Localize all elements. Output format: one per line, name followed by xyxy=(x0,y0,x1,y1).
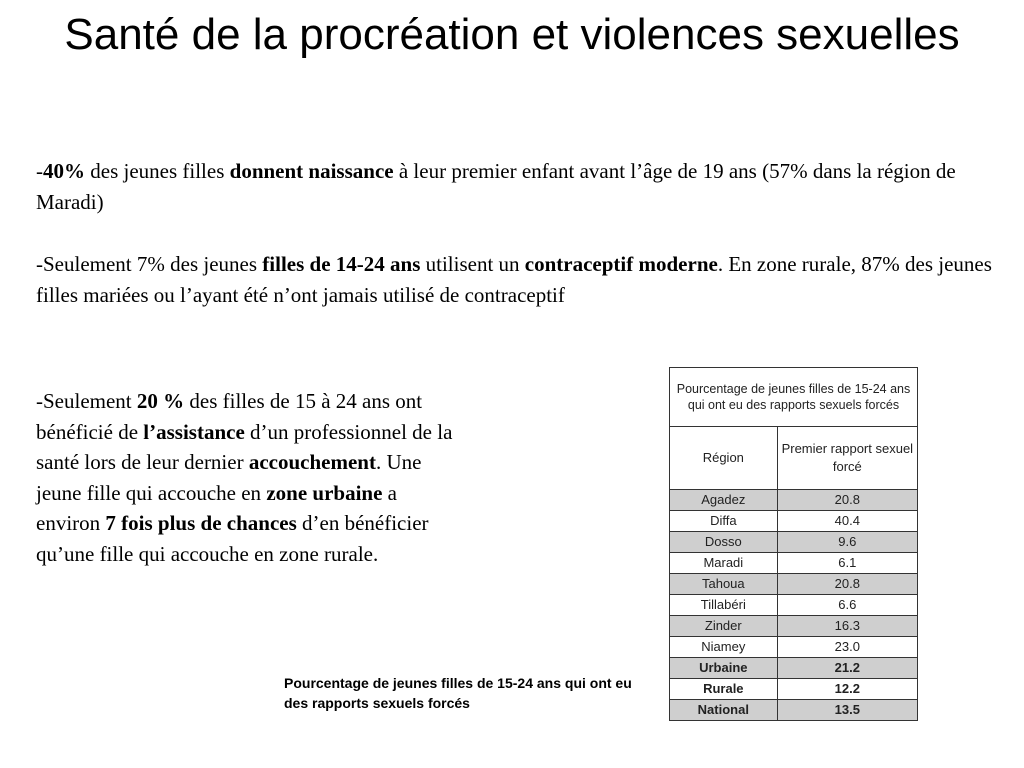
region-cell: National xyxy=(670,700,778,721)
text-span: à leur premier enfant avant l’âge de 19 ans (57% dans la région de Maradi) xyxy=(36,159,956,214)
text-span: -Seulement 7% des jeunes xyxy=(36,252,263,276)
table-caption-row xyxy=(670,368,918,427)
text-span: utilisent un xyxy=(420,252,525,276)
bold-span: l’assistance xyxy=(143,419,245,444)
bold-span: filles de 14-24 ans xyxy=(262,252,421,276)
region-cell: Tahoua xyxy=(670,574,778,595)
bold-span: zone urbaine xyxy=(266,480,383,505)
value-cell: 6.1 xyxy=(777,553,917,574)
value-cell: 20.8 xyxy=(777,574,917,595)
value-cell: 12.2 xyxy=(777,679,917,700)
paragraph-assisted-delivery xyxy=(36,386,466,570)
table-row xyxy=(670,511,918,532)
table-row xyxy=(670,637,918,658)
text-span: d’en bénéficier qu’une fille qui accouche en zone rurale. xyxy=(36,511,429,566)
bold-span: accouchement xyxy=(248,450,376,475)
table-header-row xyxy=(670,427,918,490)
table-row xyxy=(670,616,918,637)
text-span: -Seulement xyxy=(36,389,137,413)
table-row xyxy=(670,574,918,595)
value-cell: 21.2 xyxy=(777,658,917,679)
region-cell: Agadez xyxy=(670,490,778,511)
value-cell: 13.5 xyxy=(777,700,917,721)
forced-sex-table xyxy=(669,367,918,721)
bold-span: donnent naissance xyxy=(229,159,394,183)
paragraph-teen-births xyxy=(36,156,996,218)
value-cell: 9.6 xyxy=(777,532,917,553)
text-span: a environ xyxy=(36,480,397,536)
bold-span: 7 fois plus de chances xyxy=(105,511,297,536)
table-row xyxy=(670,490,918,511)
region-cell: Niamey xyxy=(670,637,778,658)
paragraph-contraception xyxy=(36,249,996,311)
text-span: des jeunes filles xyxy=(85,159,230,183)
table-row-urban xyxy=(670,658,918,679)
table-row xyxy=(670,553,918,574)
text-span: des filles de 15 à 24 ans ont bénéficié de xyxy=(36,389,423,444)
value-cell: 6.6 xyxy=(777,595,917,616)
value-cell: 23.0 xyxy=(777,637,917,658)
table-row-national xyxy=(670,700,918,721)
value-cell: 20.8 xyxy=(777,490,917,511)
region-cell: Dosso xyxy=(670,532,778,553)
value-cell: 16.3 xyxy=(777,616,917,637)
text-span: d’un professionnel de la santé lors de leur dernier xyxy=(36,419,453,475)
region-cell: Tillabéri xyxy=(670,595,778,616)
region-cell: Zinder xyxy=(670,616,778,637)
region-cell: Urbaine xyxy=(670,658,778,679)
text-span: . Une jeune fille qui accouche en xyxy=(36,450,422,505)
slide-title: Santé de la procréation et violences sexuelles xyxy=(64,10,960,59)
column-header-region: Région xyxy=(670,427,778,490)
table-row xyxy=(670,532,918,553)
bold-span: contraceptif moderne xyxy=(524,252,718,276)
table-caption: Pourcentage de jeunes filles de 15-24 ans qui ont eu des rapports sexuels forcés xyxy=(670,368,918,427)
bold-span: 40% xyxy=(43,159,85,183)
value-cell: 40.4 xyxy=(777,511,917,532)
table-caption-text: Pourcentage de jeunes filles de 15-24 ans qui ont eu des rapports sexuels forcés xyxy=(284,675,632,711)
table-row-rural xyxy=(670,679,918,700)
text-span: . En zone rurale, 87% des jeunes filles mariées ou l’ayant été n’ont jamais utilisé de contraceptif xyxy=(36,252,992,307)
region-cell: Diffa xyxy=(670,511,778,532)
bold-span: 20 % xyxy=(136,389,185,413)
table-row xyxy=(670,595,918,616)
text-span: - xyxy=(36,159,43,183)
region-cell: Maradi xyxy=(670,553,778,574)
column-header-value: Premier rapport sexuel forcé xyxy=(777,427,917,490)
region-cell: Rurale xyxy=(670,679,778,700)
